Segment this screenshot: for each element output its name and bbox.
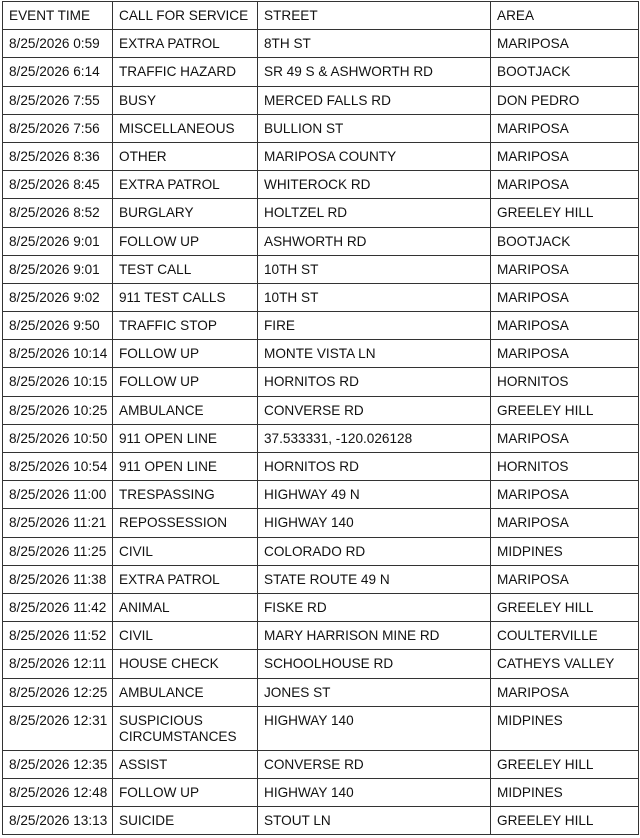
table-row (3, 368, 639, 396)
cell-area: MIDPINES (491, 537, 639, 565)
cell-area: MARIPOSA (491, 509, 639, 537)
cell-street: CONVERSE RD (258, 396, 491, 424)
cell-call-for-service: FOLLOW UP (113, 340, 258, 368)
cell-area: GREELEY HILL (491, 750, 639, 778)
cell-area: MARIPOSA (491, 312, 639, 340)
table-row (3, 114, 639, 142)
cell-area: MARIPOSA (491, 142, 639, 170)
cell-street: HORNITOS RD (258, 453, 491, 481)
cell-call-for-service: REPOSSESSION (113, 509, 258, 537)
cell-call-for-service: 911 OPEN LINE (113, 424, 258, 452)
cell-event-time: 8/25/2026 12:25 (3, 678, 113, 706)
table-body (3, 30, 639, 835)
cell-area: MARIPOSA (491, 424, 639, 452)
cell-area: MARIPOSA (491, 678, 639, 706)
cell-street: MARY HARRISON MINE RD (258, 622, 491, 650)
header-event-time: EVENT TIME (3, 2, 113, 30)
cell-event-time: 8/25/2026 10:54 (3, 453, 113, 481)
cell-call-for-service: 911 OPEN LINE (113, 453, 258, 481)
cell-call-for-service: EXTRA PATROL (113, 30, 258, 58)
cell-call-for-service: BURGLARY (113, 199, 258, 227)
table-row (3, 30, 639, 58)
cell-event-time: 8/25/2026 8:36 (3, 142, 113, 170)
cell-event-time: 8/25/2026 11:52 (3, 622, 113, 650)
cell-event-time: 8/25/2026 7:55 (3, 86, 113, 114)
cell-street: SCHOOLHOUSE RD (258, 650, 491, 678)
cell-area: HORNITOS (491, 368, 639, 396)
cell-area: MIDPINES (491, 706, 639, 750)
cell-street: COLORADO RD (258, 537, 491, 565)
table-row (3, 650, 639, 678)
cell-area: GREELEY HILL (491, 396, 639, 424)
cell-call-for-service: CIVIL (113, 622, 258, 650)
cell-call-for-service: TRAFFIC HAZARD (113, 58, 258, 86)
cell-call-for-service: AMBULANCE (113, 678, 258, 706)
cell-street: HIGHWAY 140 (258, 706, 491, 750)
cell-call-for-service: AMBULANCE (113, 396, 258, 424)
cell-area: MARIPOSA (491, 283, 639, 311)
cell-area: MARIPOSA (491, 255, 639, 283)
cell-call-for-service: ASSIST (113, 750, 258, 778)
header-area: AREA (491, 2, 639, 30)
cell-street: 10TH ST (258, 283, 491, 311)
cell-call-for-service: FOLLOW UP (113, 368, 258, 396)
table-row (3, 283, 639, 311)
table-row (3, 86, 639, 114)
cell-street: HORNITOS RD (258, 368, 491, 396)
table-row (3, 58, 639, 86)
cell-street: MERCED FALLS RD (258, 86, 491, 114)
cell-street: 8TH ST (258, 30, 491, 58)
cell-event-time: 8/25/2026 12:31 (3, 706, 113, 750)
table-row (3, 227, 639, 255)
cell-area: GREELEY HILL (491, 593, 639, 621)
cell-area: DON PEDRO (491, 86, 639, 114)
cell-call-for-service: OTHER (113, 142, 258, 170)
table-row (3, 312, 639, 340)
table-row (3, 255, 639, 283)
cell-street: SR 49 S & ASHWORTH RD (258, 58, 491, 86)
cell-event-time: 8/25/2026 8:45 (3, 171, 113, 199)
cell-area: MARIPOSA (491, 30, 639, 58)
cell-call-for-service: CIVIL (113, 537, 258, 565)
cell-call-for-service: ANIMAL (113, 593, 258, 621)
table-row (3, 171, 639, 199)
table-row (3, 481, 639, 509)
cell-area: COULTERVILLE (491, 622, 639, 650)
cell-street: STATE ROUTE 49 N (258, 565, 491, 593)
cell-event-time: 8/25/2026 11:42 (3, 593, 113, 621)
cell-street: HIGHWAY 49 N (258, 481, 491, 509)
cell-event-time: 8/25/2026 9:01 (3, 227, 113, 255)
cell-call-for-service: FOLLOW UP (113, 778, 258, 806)
cell-street: CONVERSE RD (258, 750, 491, 778)
cell-call-for-service: BUSY (113, 86, 258, 114)
table-row (3, 807, 639, 835)
header-call-for-service: CALL FOR SERVICE (113, 2, 258, 30)
cell-area: MARIPOSA (491, 114, 639, 142)
cell-event-time: 8/25/2026 12:35 (3, 750, 113, 778)
table-row (3, 340, 639, 368)
cell-area: GREELEY HILL (491, 807, 639, 835)
cell-call-for-service: MISCELLANEOUS (113, 114, 258, 142)
cell-street: BULLION ST (258, 114, 491, 142)
cell-call-for-service: SUSPICIOUS CIRCUMSTANCES (113, 706, 258, 750)
cell-area: BOOTJACK (491, 227, 639, 255)
cell-event-time: 8/25/2026 6:14 (3, 58, 113, 86)
cell-event-time: 8/25/2026 9:50 (3, 312, 113, 340)
cell-call-for-service: TRAFFIC STOP (113, 312, 258, 340)
cell-event-time: 8/25/2026 11:25 (3, 537, 113, 565)
table-header (3, 2, 639, 30)
cell-event-time: 8/25/2026 12:11 (3, 650, 113, 678)
cell-area: BOOTJACK (491, 58, 639, 86)
cell-street: MARIPOSA COUNTY (258, 142, 491, 170)
table-row (3, 678, 639, 706)
cell-street: 37.533331, -120.026128 (258, 424, 491, 452)
cell-area: MARIPOSA (491, 171, 639, 199)
cell-street: HIGHWAY 140 (258, 509, 491, 537)
cell-event-time: 8/25/2026 13:13 (3, 807, 113, 835)
cell-call-for-service: EXTRA PATROL (113, 171, 258, 199)
cell-area: CATHEYS VALLEY (491, 650, 639, 678)
header-street: STREET (258, 2, 491, 30)
cell-area: MIDPINES (491, 778, 639, 806)
cell-street: WHITEROCK RD (258, 171, 491, 199)
cell-event-time: 8/25/2026 8:52 (3, 199, 113, 227)
cell-event-time: 8/25/2026 12:48 (3, 778, 113, 806)
cell-street: FISKE RD (258, 593, 491, 621)
cell-street: STOUT LN (258, 807, 491, 835)
header-row (3, 2, 639, 30)
table-row (3, 453, 639, 481)
table-row (3, 622, 639, 650)
cell-call-for-service: 911 TEST CALLS (113, 283, 258, 311)
table-row (3, 706, 639, 750)
cell-call-for-service: TEST CALL (113, 255, 258, 283)
cell-event-time: 8/25/2026 7:56 (3, 114, 113, 142)
cell-street: HIGHWAY 140 (258, 778, 491, 806)
cell-area: HORNITOS (491, 453, 639, 481)
cell-street: FIRE (258, 312, 491, 340)
table-row (3, 509, 639, 537)
cell-area: MARIPOSA (491, 481, 639, 509)
cell-street: HOLTZEL RD (258, 199, 491, 227)
cell-event-time: 8/25/2026 10:50 (3, 424, 113, 452)
cell-call-for-service: HOUSE CHECK (113, 650, 258, 678)
cell-area: MARIPOSA (491, 565, 639, 593)
table-row (3, 396, 639, 424)
cell-event-time: 8/25/2026 11:21 (3, 509, 113, 537)
cell-call-for-service: FOLLOW UP (113, 227, 258, 255)
table-row (3, 537, 639, 565)
table-row (3, 199, 639, 227)
cell-street: ASHWORTH RD (258, 227, 491, 255)
cell-call-for-service: SUICIDE (113, 807, 258, 835)
cell-event-time: 8/25/2026 10:15 (3, 368, 113, 396)
cell-event-time: 8/25/2026 10:25 (3, 396, 113, 424)
cell-event-time: 8/25/2026 9:02 (3, 283, 113, 311)
table-row (3, 142, 639, 170)
table-row (3, 750, 639, 778)
cell-street: JONES ST (258, 678, 491, 706)
table-row (3, 565, 639, 593)
cell-event-time: 8/25/2026 10:14 (3, 340, 113, 368)
table-row (3, 593, 639, 621)
cell-street: 10TH ST (258, 255, 491, 283)
cell-street: MONTE VISTA LN (258, 340, 491, 368)
call-log-table (2, 1, 639, 835)
cell-event-time: 8/25/2026 11:38 (3, 565, 113, 593)
cell-event-time: 8/25/2026 9:01 (3, 255, 113, 283)
cell-call-for-service: EXTRA PATROL (113, 565, 258, 593)
cell-call-for-service: TRESPASSING (113, 481, 258, 509)
cell-area: GREELEY HILL (491, 199, 639, 227)
cell-event-time: 8/25/2026 0:59 (3, 30, 113, 58)
cell-area: MARIPOSA (491, 340, 639, 368)
table-row (3, 424, 639, 452)
cell-event-time: 8/25/2026 11:00 (3, 481, 113, 509)
table-row (3, 778, 639, 806)
